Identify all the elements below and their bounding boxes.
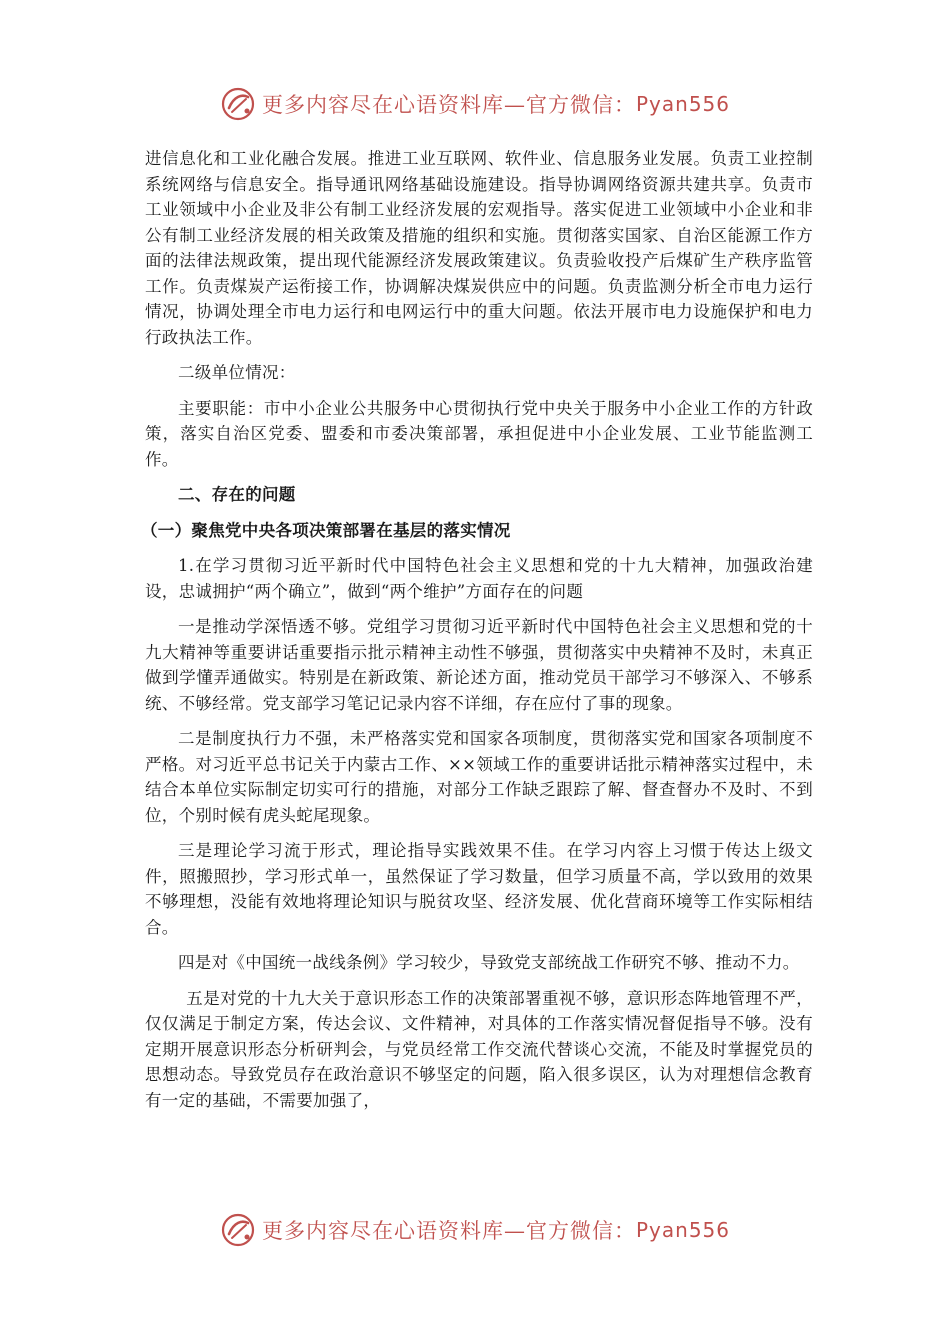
- banner-text: 更多内容尽在心语资料库—官方微信：: [261, 1219, 636, 1243]
- paragraph: 主要职能：市中小企业公共服务中心贯彻执行党中央关于服务中小企业工作的方针政策，落实自治区党委、盟委和市委决策部署，承担促进中小企业发展、工业节能监测工作。: [145, 398, 813, 469]
- banner-text: 更多内容尽在心语资料库—官方微信：: [261, 93, 636, 117]
- brand-logo-icon: [220, 1212, 256, 1248]
- footer-banner: [0, 1208, 950, 1252]
- paragraph: 一是推动学深悟透不够。党组学习贯彻习近平新时代中国特色社会主义思想和党的十九大精神等重要讲话重要指示批示精神主动性不够强，贯彻落实中央精神不及时，未真正做到学懂弄通做实。特别是在新政策、新论述方面，推动党员干部学习不够深入、不够系统、不够经常。党支部学习笔记记录内容不详细，存在应付了事的现象。: [145, 617, 813, 713]
- banner-wechat-id: Pyan556: [635, 92, 730, 116]
- paragraph: 四是对《中国统一战线条例》学习较少，导致党支部统战工作研究不够、推动不力。: [178, 953, 800, 972]
- subsection-heading: （一）聚焦党中央各项决策部署在基层的落实情况: [141, 520, 511, 540]
- paragraph: 进信息化和工业化融合发展。推进工业互联网、软件业、信息服务业发展。负责工业控制系统网络与信息安全。指导通讯网络基础设施建设。指导协调网络资源共建共享。负责市工业领域中小企业及非公有制工业经济发展的宏观指导。落实促进工业领域中小企业和非公有制工业经济发展的相关政策及措施的组织和实施。贯彻落实国家、自治区能源工作方面的法律法规政策，提出现代能源经济发展政策建议。负责验收投产后煤矿生产秩序监管工作。负责煤炭产运衔接工作，协调解决煤炭供应中的问题。负责监测分析全市电力运行情况，协调处理全市电力运行和电网运行中的重大问题。依法开展市电力设施保护和电力行政执法工作。: [145, 149, 813, 347]
- section-heading: 二、存在的问题: [178, 485, 296, 504]
- banner-wechat-id: Pyan556: [635, 1218, 730, 1242]
- paragraph: 二是制度执行力不强，未严格落实党和国家各项制度，贯彻落实党和国家各项制度不严格。对习近平总书记关于内蒙古工作、××领域工作的重要讲话批示精神落实过程中，未结合本单位实际制定切实可行的措施，对部分工作缺乏跟踪了解、督查督办不及时、不到位，个别时候有虎头蛇尾现象。: [145, 729, 813, 825]
- header-banner: [0, 82, 950, 126]
- paragraph: 二级单位情况：: [178, 363, 296, 382]
- document-body: [141, 146, 813, 1123]
- brand-logo-icon: [220, 86, 256, 122]
- paragraph: 五是对党的十九大关于意识形态工作的决策部署重视不够，意识形态阵地管理不严，仅仅满足于制定方案，传达会议、文件精神，对具体的工作落实情况督促指导不够。没有定期开展意识形态分析研判会，与党员经常工作交流代替谈心交流，不能及时掌握党员的思想动态。导致党员存在政治意识不够坚定的问题，陷入很多误区，认为对理想信念教育有一定的基础，不需要加强了，: [145, 988, 813, 1110]
- paragraph: 三是理论学习流于形式，理论指导实践效果不佳。在学习内容上习惯于传达上级文件，照搬照抄，学习形式单一，虽然保证了学习数量，但学习质量不高，学以致用的效果不够理想，没能有效地将理论知识与脱贫攻坚、经济发展、优化营商环境等工作实际相结合。: [145, 841, 813, 937]
- paragraph: 1.在学习贯彻习近平新时代中国特色社会主义思想和党的十九大精神，加强政治建设，忠诚拥护“两个确立”，做到“两个维护”方面存在的问题: [145, 556, 813, 601]
